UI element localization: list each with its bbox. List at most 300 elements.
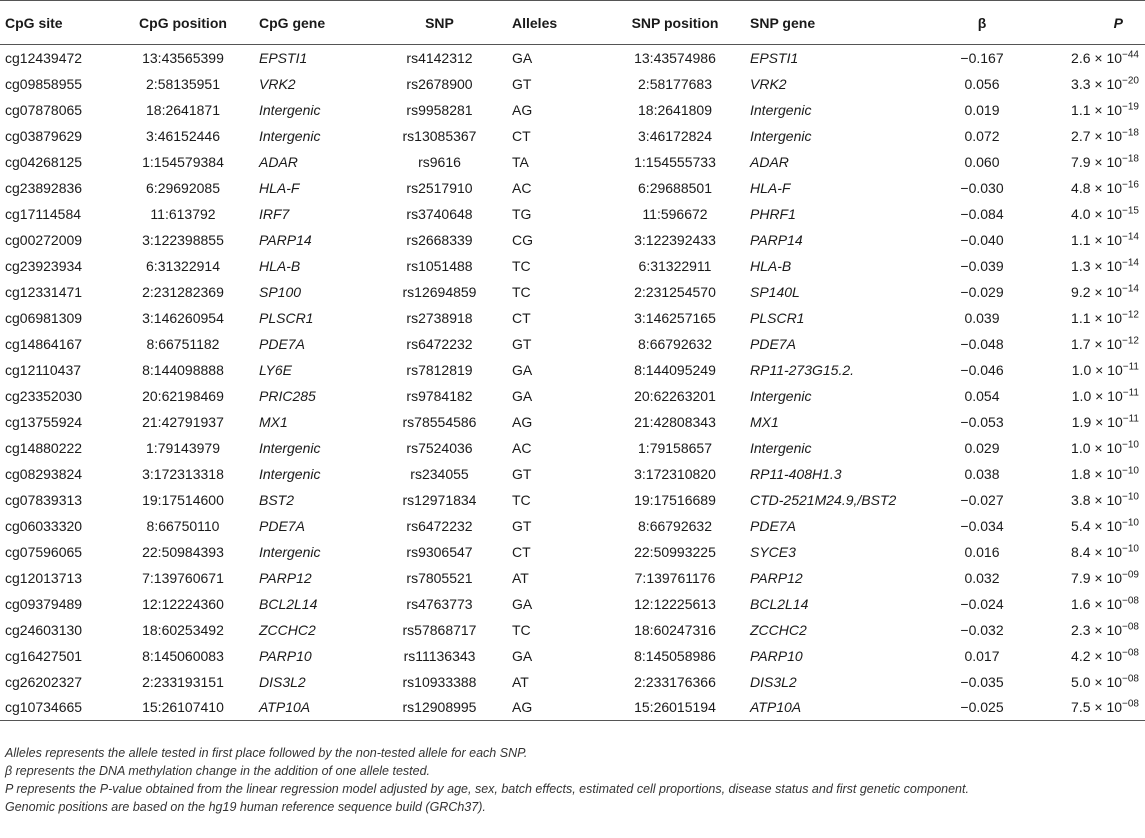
cell-snp-gene: VRK2 bbox=[750, 75, 787, 92]
table-row bbox=[0, 175, 1145, 201]
cell-alleles: AG bbox=[512, 101, 533, 118]
p-value-exponent: −08 bbox=[1122, 672, 1139, 684]
table-row bbox=[0, 279, 1145, 305]
p-value-exponent: −09 bbox=[1122, 568, 1139, 580]
cell-cpg-gene: Intergenic bbox=[259, 465, 321, 482]
header-snp: SNP bbox=[371, 1, 508, 45]
cell-cpg-site: cg07839313 bbox=[5, 491, 83, 508]
table-row bbox=[0, 487, 1145, 513]
cell-beta: −0.030 bbox=[960, 179, 1004, 196]
p-value-mantissa: 1.1 × 10 bbox=[1071, 231, 1123, 248]
header-alleles: Alleles bbox=[508, 1, 604, 45]
p-value-exponent: −12 bbox=[1122, 308, 1139, 320]
cell-p-value bbox=[1024, 513, 1145, 539]
cell-beta: −0.025 bbox=[940, 695, 1024, 721]
cell-p-value bbox=[1024, 201, 1145, 227]
cell-p-value bbox=[1024, 71, 1145, 97]
p-value-mantissa: 5.0 × 10 bbox=[1071, 673, 1123, 690]
cell-cpg-site: cg23923934 bbox=[5, 257, 83, 274]
p-value-mantissa: 1.3 × 10 bbox=[1071, 257, 1123, 274]
cell-cpg-gene: SP100 bbox=[259, 283, 302, 300]
cell-alleles: TG bbox=[512, 205, 532, 222]
table-row bbox=[0, 669, 1145, 695]
cell-p-value bbox=[1024, 149, 1145, 175]
cell-p-value bbox=[1024, 461, 1145, 487]
cell-cpg-position: 20:62198469 bbox=[142, 387, 224, 404]
cell-p-value bbox=[1024, 591, 1145, 617]
cell-snp: rs10933388 bbox=[402, 673, 477, 690]
cell-cpg-position: 15:26107410 bbox=[111, 695, 255, 721]
table-row bbox=[0, 149, 1145, 175]
cell-alleles: GA bbox=[512, 361, 533, 378]
cell-snp-gene: SP140L bbox=[750, 283, 800, 300]
cell-alleles: CT bbox=[512, 127, 531, 144]
table-row bbox=[0, 617, 1145, 643]
cell-snp: rs78554586 bbox=[402, 413, 477, 430]
p-value-mantissa: 7.9 × 10 bbox=[1071, 153, 1123, 170]
cell-alleles: CT bbox=[512, 543, 531, 560]
cell-cpg-site: cg00272009 bbox=[5, 231, 83, 248]
cell-alleles: TC bbox=[512, 491, 531, 508]
cell-cpg-site: cg07878065 bbox=[5, 101, 83, 118]
cell-cpg-position: 2:231282369 bbox=[142, 283, 224, 300]
p-value-mantissa: 1.8 × 10 bbox=[1071, 465, 1123, 482]
cell-cpg-position: 8:144098888 bbox=[142, 361, 224, 378]
cell-alleles: GA bbox=[512, 387, 533, 404]
cell-cpg-position: 8:66751182 bbox=[146, 335, 220, 352]
cell-cpg-position: 2:233193151 bbox=[142, 673, 224, 690]
cell-snp-position: 3:122392433 bbox=[634, 231, 716, 248]
p-value-mantissa: 1.0 × 10 bbox=[1071, 387, 1123, 404]
cell-cpg-gene: ZCCHC2 bbox=[259, 621, 316, 638]
cell-beta: −0.034 bbox=[960, 517, 1004, 534]
cell-alleles: AG bbox=[508, 695, 604, 721]
p-value-exponent: −10 bbox=[1122, 516, 1139, 528]
cell-snp: rs11136343 bbox=[403, 647, 476, 664]
p-value-exponent: −08 bbox=[1122, 698, 1139, 710]
cell-beta: 0.017 bbox=[964, 647, 1000, 664]
cell-cpg-position: 11:613792 bbox=[150, 205, 216, 222]
cell-cpg-position: 2:58135951 bbox=[146, 75, 220, 92]
p-value-mantissa: 1.1 × 10 bbox=[1071, 309, 1123, 326]
cell-cpg-gene: Intergenic bbox=[259, 127, 321, 144]
cell-snp-gene: SYCE3 bbox=[750, 543, 796, 560]
cell-alleles: CG bbox=[512, 231, 533, 248]
p-value-exponent: −14 bbox=[1122, 230, 1139, 242]
cell-p-value bbox=[1024, 565, 1145, 591]
cell-cpg-gene: Intergenic bbox=[259, 543, 321, 560]
cell-snp: rs7812819 bbox=[406, 361, 473, 378]
cell-snp: rs6472232 bbox=[406, 517, 473, 534]
cell-cpg-gene: MX1 bbox=[259, 413, 288, 430]
cell-snp-position: 21:42808343 bbox=[634, 413, 716, 430]
cell-snp: rs9616 bbox=[418, 153, 461, 170]
cell-snp: rs6472232 bbox=[406, 335, 473, 352]
cell-snp-gene: HLA-B bbox=[750, 257, 792, 274]
cell-snp: rs7805521 bbox=[406, 569, 473, 586]
cell-cpg-position: 6:29692085 bbox=[146, 179, 220, 196]
p-value-mantissa: 1.0 × 10 bbox=[1071, 439, 1123, 456]
cell-cpg-gene: ATP10A bbox=[255, 695, 371, 721]
cell-snp: rs7524036 bbox=[406, 439, 473, 456]
cell-p-value bbox=[1024, 45, 1145, 71]
cell-cpg-gene: ADAR bbox=[259, 153, 298, 170]
cell-beta: 0.054 bbox=[964, 387, 1000, 404]
cell-cpg-site: cg12013713 bbox=[5, 569, 83, 586]
cell-snp-position: 1:154555733 bbox=[634, 153, 716, 170]
cell-cpg-site: cg06033320 bbox=[5, 517, 83, 534]
cell-beta: 0.072 bbox=[964, 127, 1000, 144]
p-value-exponent: −44 bbox=[1122, 49, 1139, 61]
cell-cpg-site: cg12331471 bbox=[5, 283, 83, 300]
table-header bbox=[0, 1, 1145, 45]
cell-snp: rs12908995 bbox=[371, 695, 508, 721]
cell-cpg-site: cg09379489 bbox=[5, 595, 83, 612]
p-value-exponent: −11 bbox=[1122, 386, 1139, 398]
cell-snp-position: 6:31322911 bbox=[638, 257, 712, 274]
cell-cpg-site: cg04268125 bbox=[5, 153, 83, 170]
table-row bbox=[0, 123, 1145, 149]
cell-cpg-site: cg13755924 bbox=[5, 413, 83, 430]
cell-snp-gene: PARP14 bbox=[750, 231, 803, 248]
p-value-mantissa: 9.2 × 10 bbox=[1071, 283, 1123, 300]
cell-beta: −0.053 bbox=[960, 413, 1004, 430]
cell-cpg-site: cg26202327 bbox=[5, 673, 83, 690]
p-value-mantissa: 1.9 × 10 bbox=[1071, 413, 1123, 430]
cell-p-value bbox=[1024, 227, 1145, 253]
cell-beta: 0.056 bbox=[964, 75, 1000, 92]
table-row bbox=[0, 227, 1145, 253]
cell-beta: 0.060 bbox=[964, 153, 1000, 170]
cell-alleles: GA bbox=[512, 595, 533, 612]
cell-alleles: TC bbox=[512, 283, 531, 300]
cell-snp-position: 18:2641809 bbox=[638, 101, 712, 118]
cell-cpg-position: 18:2641871 bbox=[146, 101, 220, 118]
cell-beta: 0.038 bbox=[964, 465, 1000, 482]
cell-cpg-site: cg23892836 bbox=[5, 179, 83, 196]
p-value-mantissa: 1.0 × 10 bbox=[1071, 361, 1123, 378]
cell-cpg-site: cg07596065 bbox=[5, 543, 83, 560]
cell-snp-gene: Intergenic bbox=[750, 439, 812, 456]
cell-cpg-site: cg23352030 bbox=[5, 387, 83, 404]
cell-beta: −0.027 bbox=[960, 491, 1004, 508]
cell-cpg-position: 1:79143979 bbox=[146, 439, 220, 456]
cell-snp-gene: HLA-F bbox=[750, 179, 791, 196]
cell-snp-gene: EPSTI1 bbox=[750, 49, 799, 66]
cell-beta: −0.029 bbox=[960, 283, 1004, 300]
p-value-mantissa: 2.3 × 10 bbox=[1071, 621, 1123, 638]
cell-beta: −0.046 bbox=[960, 361, 1004, 378]
cell-cpg-position: 8:66750110 bbox=[146, 517, 220, 534]
cell-cpg-position: 8:145060083 bbox=[142, 647, 224, 664]
p-value-mantissa: 2.6 × 10 bbox=[1071, 49, 1123, 66]
cell-snp: rs9958281 bbox=[406, 101, 473, 118]
table-row bbox=[0, 565, 1145, 591]
p-value-exponent: −15 bbox=[1122, 204, 1139, 216]
cell-snp: rs2738918 bbox=[406, 309, 473, 326]
table-row bbox=[0, 71, 1145, 97]
p-value-exponent: −10 bbox=[1122, 464, 1139, 476]
cell-cpg-site: cg16427501 bbox=[5, 647, 83, 664]
cell-beta: 0.029 bbox=[964, 439, 1000, 456]
table-row bbox=[0, 305, 1145, 331]
cell-alleles: AG bbox=[512, 413, 533, 430]
table-row bbox=[0, 357, 1145, 383]
p-value-exponent: −18 bbox=[1122, 126, 1139, 138]
header-snp-position: SNP position bbox=[604, 1, 746, 45]
cell-snp-gene: BCL2L14 bbox=[750, 595, 809, 612]
cell-snp-gene: DIS3L2 bbox=[750, 673, 797, 690]
cell-snp-gene: PDE7A bbox=[750, 517, 796, 534]
cell-snp-position: 15:26015194 bbox=[604, 695, 746, 721]
cell-snp-position: 12:12225613 bbox=[634, 595, 716, 612]
cell-snp: rs9306547 bbox=[406, 543, 473, 560]
cell-beta: −0.035 bbox=[960, 673, 1004, 690]
cell-cpg-gene: PARP14 bbox=[259, 231, 312, 248]
cell-snp-gene: RP11-408H1.3 bbox=[750, 465, 842, 482]
cell-alleles: AC bbox=[512, 179, 532, 196]
cell-beta: −0.032 bbox=[960, 621, 1004, 638]
cell-snp-position: 19:17516689 bbox=[634, 491, 716, 508]
p-value-exponent: −14 bbox=[1122, 282, 1139, 294]
header-row bbox=[0, 1, 1145, 45]
p-value-exponent: −10 bbox=[1122, 438, 1139, 450]
cell-cpg-gene: Intergenic bbox=[259, 439, 321, 456]
cell-snp-position: 2:231254570 bbox=[634, 283, 716, 300]
cell-snp-position: 20:62263201 bbox=[634, 387, 716, 404]
cell-p-value bbox=[1024, 487, 1145, 513]
header-cpg-position: CpG position bbox=[111, 1, 255, 45]
cell-beta: −0.039 bbox=[960, 257, 1004, 274]
cell-alleles: GA bbox=[512, 647, 533, 664]
cell-snp: rs234055 bbox=[410, 465, 469, 482]
table-row bbox=[0, 331, 1145, 357]
cell-snp-position: 2:58177683 bbox=[638, 75, 712, 92]
footnote-line: Genomic positions are based on the hg19 human reference sequence build (GRCh37). bbox=[5, 800, 486, 814]
table-body bbox=[0, 45, 1145, 721]
cell-cpg-position: 3:172313318 bbox=[142, 465, 224, 482]
cell-snp-position: 3:172310820 bbox=[634, 465, 716, 482]
cell-snp: rs12971834 bbox=[402, 491, 477, 508]
cell-p-value bbox=[1024, 175, 1145, 201]
cell-snp-gene: PLSCR1 bbox=[750, 309, 805, 326]
cell-snp-gene: PHRF1 bbox=[750, 205, 796, 222]
table-row bbox=[0, 383, 1145, 409]
cell-beta: 0.019 bbox=[964, 101, 1000, 118]
cell-snp-position: 3:46172824 bbox=[638, 127, 712, 144]
cell-cpg-gene: LY6E bbox=[259, 361, 292, 378]
cell-beta: −0.084 bbox=[960, 205, 1004, 222]
cell-snp-gene: PARP10 bbox=[750, 647, 803, 664]
cell-beta: 0.039 bbox=[964, 309, 1000, 326]
p-value-mantissa: 5.4 × 10 bbox=[1071, 517, 1123, 534]
table-row bbox=[0, 435, 1145, 461]
cell-p-value bbox=[1024, 617, 1145, 643]
cell-cpg-position: 19:17514600 bbox=[142, 491, 224, 508]
cell-cpg-site: cg10734665 bbox=[0, 695, 111, 721]
cell-cpg-position: 18:60253492 bbox=[142, 621, 224, 638]
cell-p-value bbox=[1024, 435, 1145, 461]
table-row bbox=[0, 591, 1145, 617]
cell-beta: 0.032 bbox=[964, 569, 1000, 586]
cell-p-value bbox=[1024, 695, 1145, 721]
cell-snp-position: 22:50993225 bbox=[634, 543, 716, 560]
cell-cpg-site: cg24603130 bbox=[5, 621, 83, 638]
cell-alleles: AC bbox=[512, 439, 532, 456]
cell-snp-position: 2:233176366 bbox=[634, 673, 716, 690]
table-row bbox=[0, 539, 1145, 565]
table-row bbox=[0, 201, 1145, 227]
cell-snp-gene: ATP10A bbox=[746, 695, 940, 721]
cell-cpg-position: 12:12224360 bbox=[142, 595, 224, 612]
table-row bbox=[0, 45, 1145, 71]
cell-cpg-position: 7:139760671 bbox=[142, 569, 224, 586]
cell-p-value bbox=[1024, 331, 1145, 357]
p-value-exponent: −10 bbox=[1122, 490, 1139, 502]
p-value-exponent: −12 bbox=[1122, 334, 1139, 346]
cell-cpg-site: cg08293824 bbox=[5, 465, 83, 482]
p-value-exponent: −14 bbox=[1122, 256, 1139, 268]
cell-cpg-gene: PLSCR1 bbox=[259, 309, 314, 326]
cell-snp-gene: RP11-273G15.2. bbox=[750, 361, 855, 378]
cell-p-value bbox=[1024, 669, 1145, 695]
table-row bbox=[0, 643, 1145, 669]
header-cpg-site: CpG site bbox=[0, 1, 111, 45]
cell-p-value bbox=[1024, 97, 1145, 123]
cell-cpg-position: 6:31322914 bbox=[146, 257, 220, 274]
table-row bbox=[0, 461, 1145, 487]
p-value-mantissa: 4.2 × 10 bbox=[1071, 647, 1123, 664]
footnote-line: Alleles represents the allele tested in first place followed by the non-tested allele for each SNP. bbox=[5, 746, 528, 760]
p-value-mantissa: 3.3 × 10 bbox=[1071, 75, 1123, 92]
cell-cpg-gene: DIS3L2 bbox=[259, 673, 306, 690]
p-value-exponent: −11 bbox=[1122, 360, 1139, 372]
cell-cpg-gene: Intergenic bbox=[259, 101, 321, 118]
cell-alleles: GT bbox=[512, 335, 532, 352]
table-row bbox=[0, 695, 1145, 721]
table-row bbox=[0, 97, 1145, 123]
cell-snp-gene: Intergenic bbox=[750, 127, 812, 144]
cell-snp: rs1051488 bbox=[406, 257, 473, 274]
footnote-line: P represents the P-value obtained from the linear regression model adjusted by age, sex, batch effects, estimated cell proportions, disease status and first genetic component. bbox=[5, 782, 969, 796]
p-value-exponent: −19 bbox=[1122, 100, 1139, 112]
cell-snp: rs57868717 bbox=[402, 621, 477, 638]
cell-snp-position: 18:60247316 bbox=[634, 621, 716, 638]
cell-cpg-gene: BST2 bbox=[259, 491, 295, 508]
cell-p-value bbox=[1024, 253, 1145, 279]
p-value-mantissa: 7.9 × 10 bbox=[1071, 569, 1123, 586]
cell-cpg-site: cg09858955 bbox=[5, 75, 83, 92]
cell-cpg-gene: BCL2L14 bbox=[259, 595, 318, 612]
header-cpg-gene: CpG gene bbox=[255, 1, 371, 45]
cell-snp: rs13085367 bbox=[402, 127, 477, 144]
cell-snp-position: 8:66792632 bbox=[638, 335, 712, 352]
cell-cpg-position: 3:146260954 bbox=[142, 309, 224, 326]
cell-alleles: GA bbox=[512, 49, 533, 66]
cell-snp-gene: ZCCHC2 bbox=[750, 621, 807, 638]
p-value-exponent: −08 bbox=[1122, 594, 1139, 606]
cell-p-value bbox=[1024, 123, 1145, 149]
cell-cpg-position: 13:43565399 bbox=[142, 49, 224, 66]
cell-cpg-gene: PDE7A bbox=[259, 335, 305, 352]
cell-snp-position: 3:146257165 bbox=[634, 309, 716, 326]
cell-p-value bbox=[1024, 279, 1145, 305]
cell-p-value bbox=[1024, 305, 1145, 331]
p-value-exponent: −10 bbox=[1122, 542, 1139, 554]
cell-cpg-gene: HLA-F bbox=[259, 179, 300, 196]
cell-snp: rs3740648 bbox=[406, 205, 473, 222]
cell-cpg-position: 1:154579384 bbox=[142, 153, 224, 170]
cell-cpg-gene: EPSTI1 bbox=[259, 49, 308, 66]
cell-cpg-position: 3:122398855 bbox=[142, 231, 224, 248]
p-value-exponent: −20 bbox=[1122, 74, 1139, 86]
cell-cpg-site: cg14880222 bbox=[5, 439, 83, 456]
p-value-mantissa: 7.5 × 10 bbox=[1071, 699, 1123, 716]
cell-snp-position: 7:139761176 bbox=[634, 569, 716, 586]
p-value-exponent: −08 bbox=[1122, 646, 1139, 658]
p-value-mantissa: 2.7 × 10 bbox=[1071, 127, 1123, 144]
cell-cpg-gene: IRF7 bbox=[259, 205, 290, 222]
p-value-exponent: −18 bbox=[1122, 152, 1139, 164]
cell-snp-gene: CTD-2521M24.9,/BST2 bbox=[750, 491, 897, 508]
p-value-mantissa: 4.8 × 10 bbox=[1071, 179, 1123, 196]
table-row bbox=[0, 253, 1145, 279]
cell-snp: rs2678900 bbox=[406, 75, 473, 92]
header-snp-gene: SNP gene bbox=[746, 1, 940, 45]
p-value-exponent: −11 bbox=[1122, 412, 1139, 424]
cell-snp-position: 8:145058986 bbox=[634, 647, 716, 664]
header-p-value: P bbox=[1024, 1, 1145, 45]
cell-alleles: TC bbox=[512, 257, 531, 274]
cell-alleles: GT bbox=[512, 517, 532, 534]
cell-cpg-gene: PARP10 bbox=[259, 647, 312, 664]
cell-snp-gene: ADAR bbox=[750, 153, 789, 170]
cell-cpg-site: cg14864167 bbox=[5, 335, 83, 352]
cell-snp-position: 11:596672 bbox=[642, 205, 708, 222]
cell-cpg-position: 3:46152446 bbox=[146, 127, 220, 144]
p-value-mantissa: 4.0 × 10 bbox=[1071, 205, 1123, 222]
cell-alleles: GT bbox=[512, 75, 532, 92]
cell-snp-position: 1:79158657 bbox=[638, 439, 712, 456]
cell-cpg-gene: HLA-B bbox=[259, 257, 301, 274]
cell-cpg-gene: PARP12 bbox=[259, 569, 312, 586]
cell-beta: −0.024 bbox=[960, 595, 1004, 612]
cell-p-value bbox=[1024, 357, 1145, 383]
cell-alleles: AT bbox=[512, 569, 529, 586]
table-footnotes bbox=[5, 744, 969, 816]
table-row bbox=[0, 513, 1145, 539]
p-value-exponent: −16 bbox=[1122, 178, 1139, 190]
p-value-mantissa: 3.8 × 10 bbox=[1071, 491, 1123, 508]
cell-cpg-position: 21:42791937 bbox=[142, 413, 224, 430]
p-value-mantissa: 1.7 × 10 bbox=[1071, 335, 1123, 352]
cell-snp: rs4763773 bbox=[406, 595, 473, 612]
cell-cpg-site: cg17114584 bbox=[5, 205, 82, 222]
cell-cpg-gene: PRIC285 bbox=[259, 387, 316, 404]
cell-cpg-position: 22:50984393 bbox=[142, 543, 224, 560]
cell-snp-gene: PDE7A bbox=[750, 335, 796, 352]
cell-alleles: TA bbox=[512, 153, 529, 170]
cell-p-value bbox=[1024, 409, 1145, 435]
p-value-mantissa: 1.6 × 10 bbox=[1071, 595, 1123, 612]
cell-snp-gene: MX1 bbox=[750, 413, 779, 430]
cell-cpg-site: cg12439472 bbox=[5, 49, 83, 66]
cell-snp-gene: Intergenic bbox=[750, 101, 812, 118]
cell-snp-position: 13:43574986 bbox=[634, 49, 716, 66]
cell-snp: rs4142312 bbox=[406, 49, 473, 66]
cell-p-value bbox=[1024, 539, 1145, 565]
cell-alleles: TC bbox=[512, 621, 531, 638]
